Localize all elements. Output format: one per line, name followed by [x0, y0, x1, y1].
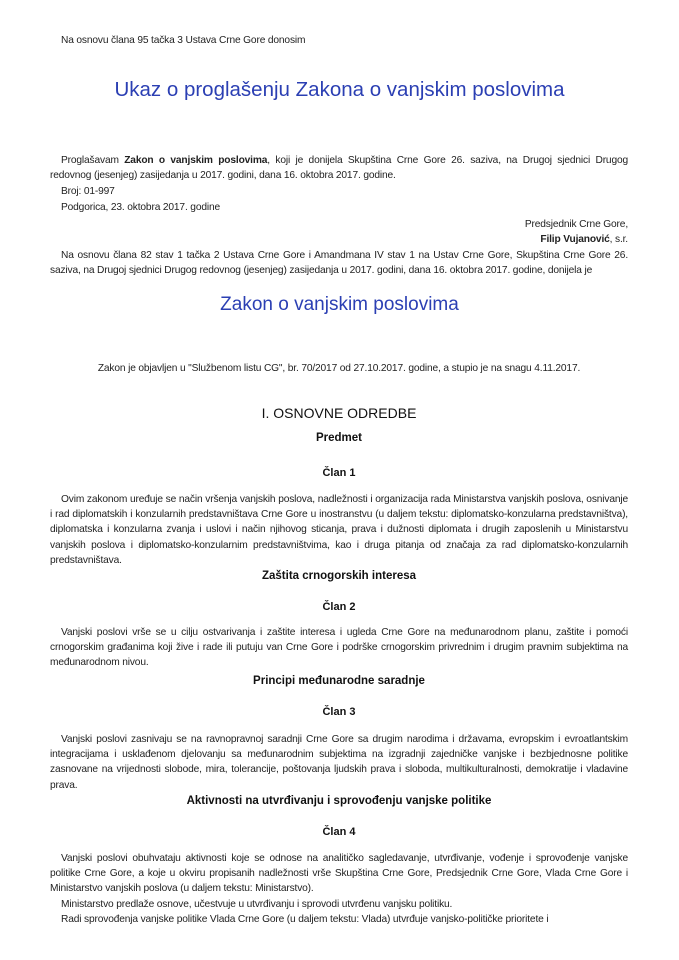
article-heading: Principi međunarodne saradnje: [253, 675, 425, 687]
publication-note: Zakon je objavljen u "Službenom listu CG", br. 70/2017 od 27.10.2017. godine, a stupio je na snagu 4.11.2017.: [97, 363, 581, 374]
article-heading: Aktivnosti na utvrđivanju i sprovođenju vanjske politike: [186, 795, 492, 807]
article-paragraph: Ovim zakonom uređuje se način vršenja vanjskih poslova, nadležnosti i organizacija rada Ministarstva vanjskih poslova, osnivanje i rad diplomatskih i konzularnih predstavništava Crne Gore u inostranstvu (u daljem tekstu: diplomatsko-konzularna predstavništva), diplomatska i konzularna zvanja i uslovi i način njihovog sticanja, prava i dužnosti diplomata i drugih zaposlenih u Ministarstvu vanjskih poslova i diplomatsko-konzularnim predstavništvima, kao i druga pitanja od značaja za rad diplomatsko-konzularnih predstavništava.: [50, 494, 628, 566]
place-date: Podgorica, 23. oktobra 2017. godine: [61, 202, 221, 213]
ukaz-title: Ukaz o proglašenju Zakona o vanjskim poslovima: [114, 78, 565, 101]
text: , koji je donijela Skupština Crne Gore 26. saziva, na Drugoj sjednici Drugog redovnog (jesenjeg) zasijedanja u 2017. godini, dana 16. oktobra 2017. godine.: [50, 155, 628, 182]
ukaz-paragraph: [50, 153, 628, 183]
article-paragraph: Radi sprovođenja vanjske politike Vlada Crne Gore (u daljem tekstu: Vlada) utvrđuje vanjsko-političke prioritete i: [61, 914, 549, 925]
broj: Broj: 01-997: [61, 186, 115, 197]
article-paragraph: Ministarstvo predlaže osnove, učestvuje u utvrđivanju i sprovodi utvrđenu vanjsku politiku.: [61, 899, 453, 910]
law-title: Zakon o vanjskim poslovima: [220, 294, 459, 315]
article-heading: Zaštita crnogorskih interesa: [261, 570, 417, 582]
signer: [50, 232, 628, 247]
section-heading: I. OSNOVNE ODREDBE: [261, 405, 417, 421]
article-label: Član 3: [322, 706, 356, 718]
intro-text: Na osnovu člana 95 tačka 3 Ustava Crne Gore donosim: [61, 35, 306, 46]
article-label: Član 4: [322, 826, 356, 838]
article-paragraph: Vanjski poslovi vrše se u cilju ostvarivanja i zaštite interesa i ugleda Crne Gore na međunarodnom planu, zaštite i pomoći crnogorskim građanima koji žive i rade ili putuju van Crne Gore i podrške crnogorskim privrednim i drugim pravnim subjektima na međunarodnom nivou.: [50, 627, 628, 669]
text: Proglašavam: [61, 155, 125, 166]
law-name-bold: Zakon o vanjskim poslovima: [124, 155, 268, 166]
signer-suffix: , s.r.: [609, 234, 628, 245]
article-heading: Predmet: [315, 432, 363, 444]
preamble: Na osnovu člana 82 stav 1 tačka 2 Ustava Crne Gore i Amandmana IV stav 1 na Ustav Crne Gore, Skupština Crne Gore 26. saziva, na Drugoj sjednici Drugog redovnog (jesenjeg) zasijedanja u 2017. godini, dana 16. oktobra 2017. godine, donijela je: [50, 250, 628, 277]
article-label: Član 2: [322, 601, 356, 613]
signer-name: Filip Vujanović: [540, 234, 610, 245]
article-label: Član 1: [322, 467, 356, 479]
signer-title: Predsjednik Crne Gore,: [524, 219, 628, 230]
article-paragraph: Vanjski poslovi zasnivaju se na ravnopravnoj saradnji Crne Gore sa drugim narodima i državama, evropskim i evroatlantskim integracijama i usklađenom djelovanju sa međunarodnim subjektima na izgradnji zajedničke vanjske i bezbjednosne politike zasnovane na vrijednosti slobode, mira, tolerancije, poštovanja ljudskih prava i sloboda, multikulturalnosti, demokratije i vladavine prava.: [50, 734, 628, 791]
article-paragraph: Vanjski poslovi obuhvataju aktivnosti koje se odnose na analitičko sagledavanje, utvrđivanje, vođenje i sprovođenje vanjske politike Crne Gore, a koje u okviru propisanih nadležnosti vrše Skupština Crne Gore, Predsjednik Crne Gore, Vlada Crne Gore i Ministarstvo vanjskih poslova (u daljem tekstu: Ministarstvo).: [50, 853, 628, 895]
